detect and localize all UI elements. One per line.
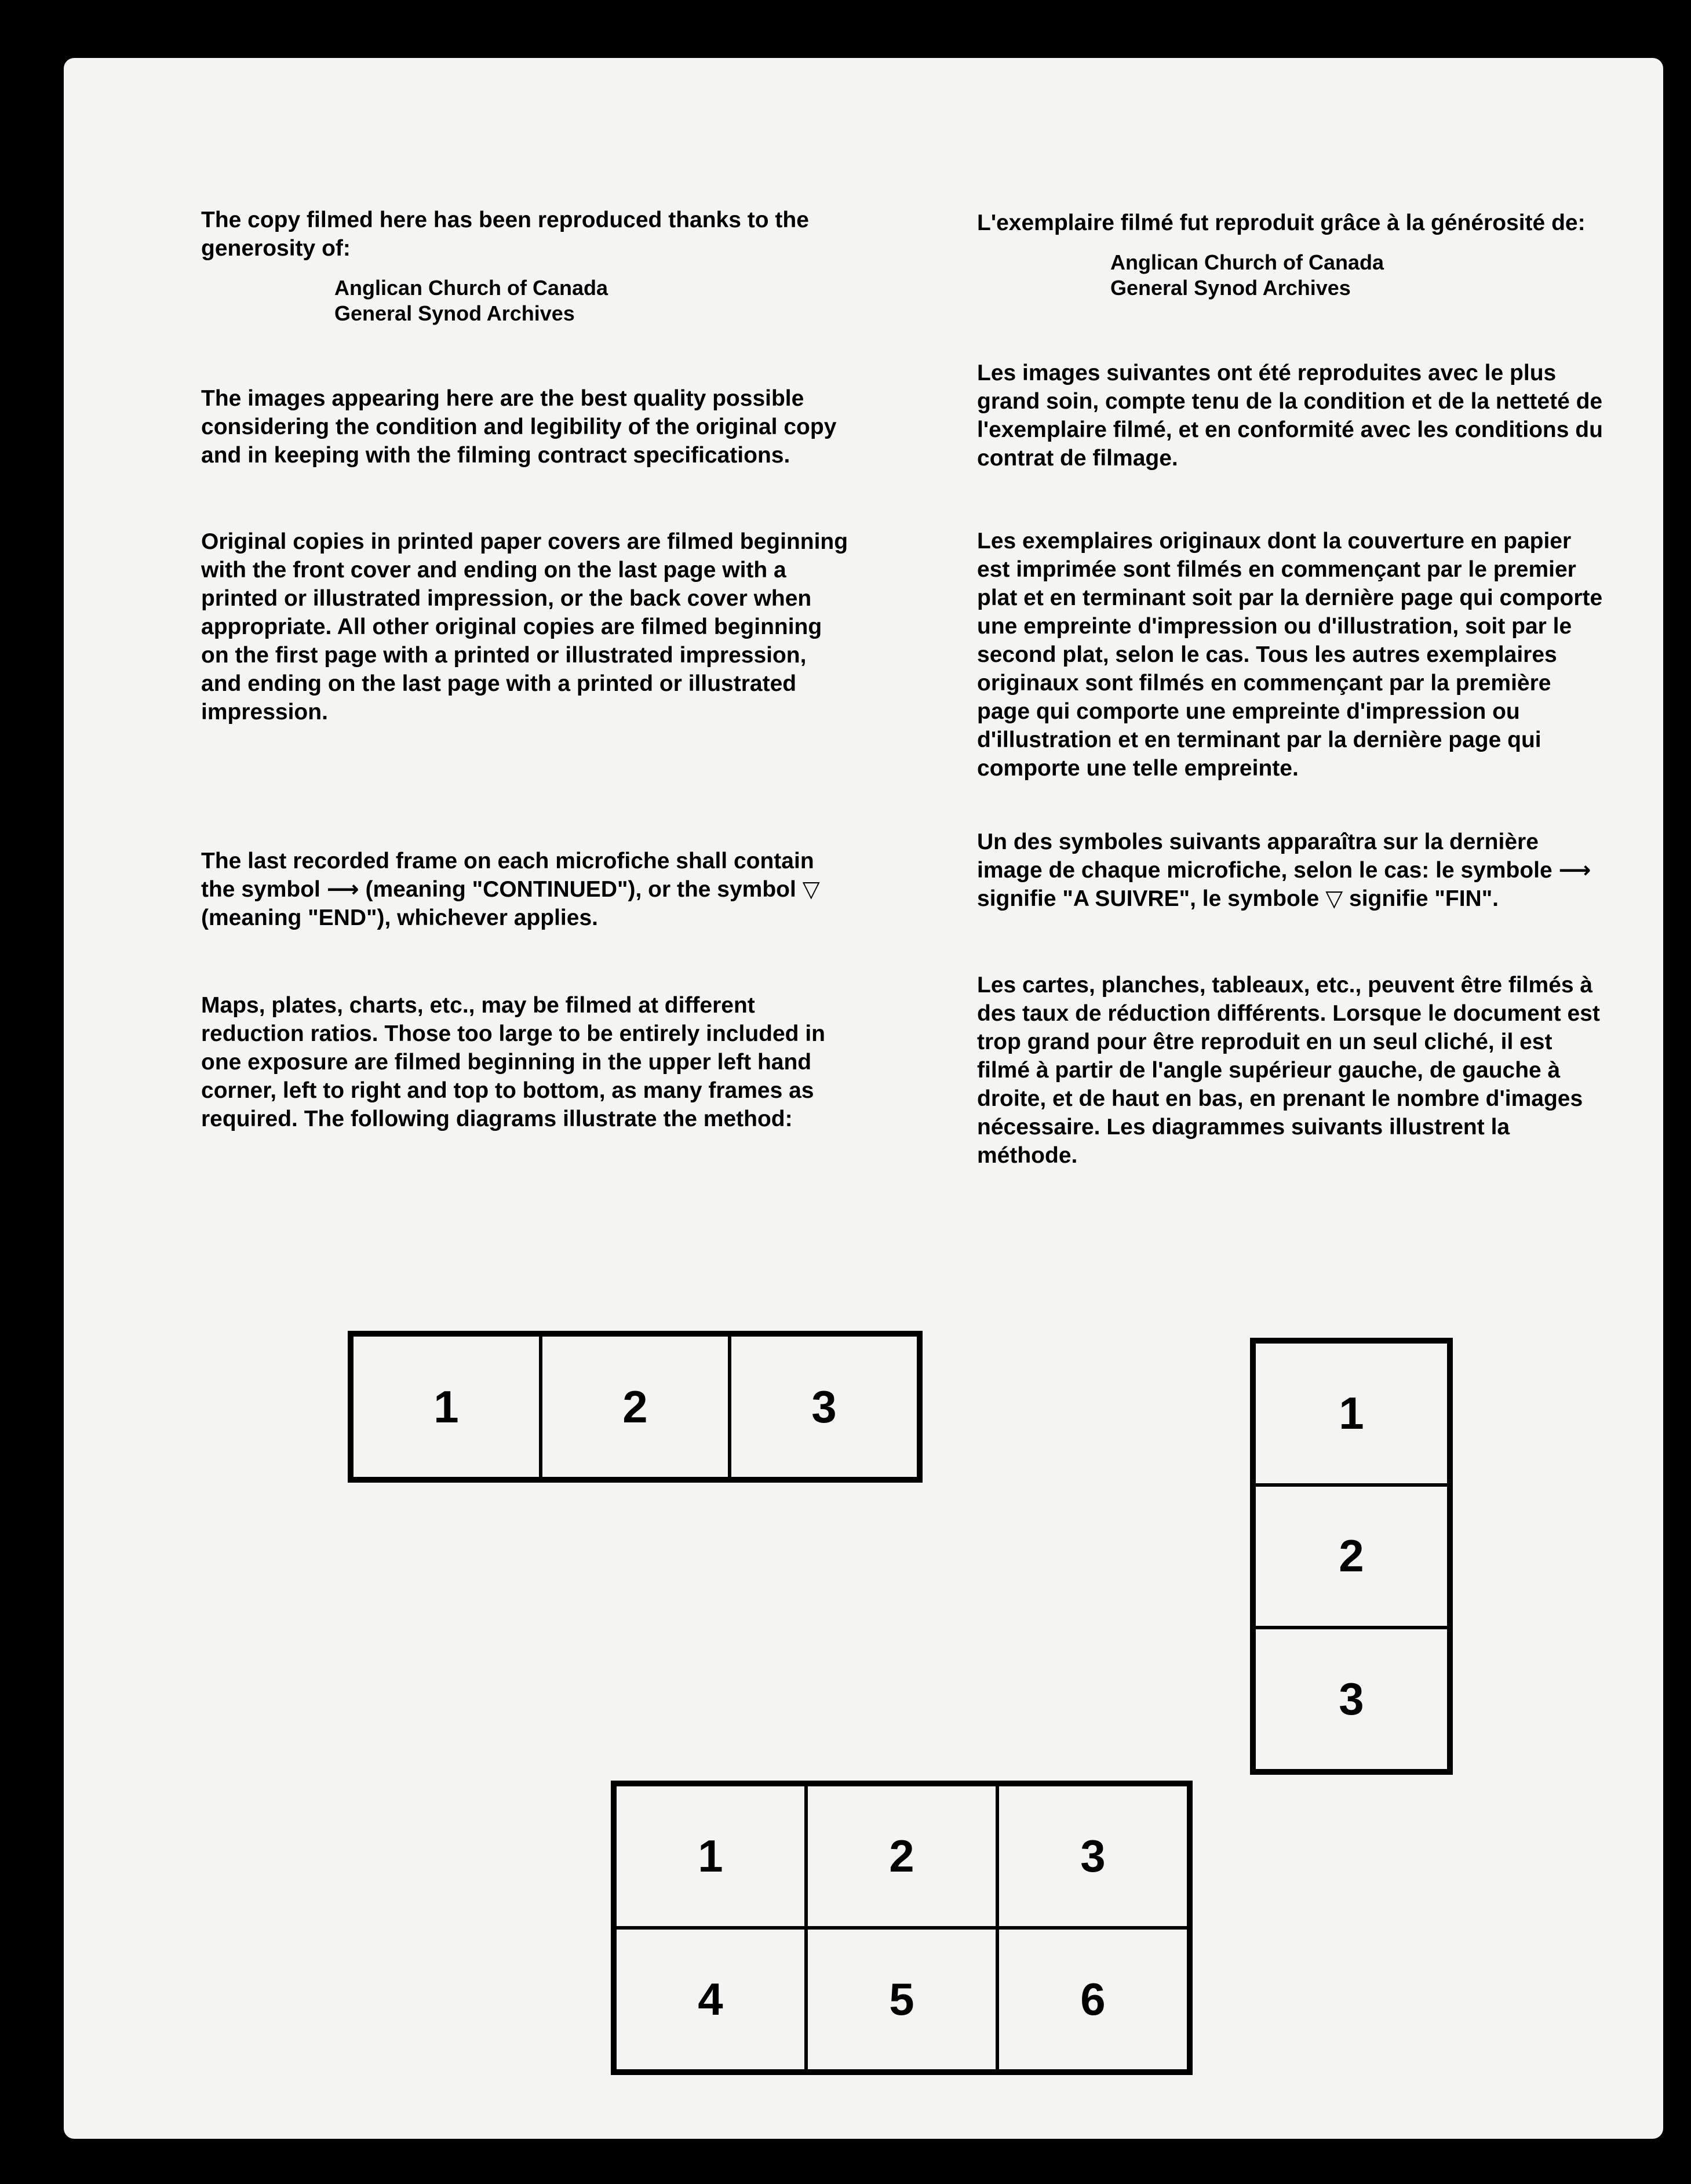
en-original-copies-paragraph: Original copies in printed paper covers are filmed beginning with the front cover and ending on the last page with a printed or illustrated impression, or the back cover when appropriate. All other original copies are filmed beginning on the first page with a printed or illustrated impression, and ending on the last page with a printed or illustrated impression. (201, 529, 848, 725)
en-quality-paragraph: The images appearing here are the best quality possible considering the condition and legibility of the original copy and in keeping with the filming contract specifications. (201, 386, 837, 468)
en-symbols-paragraph (201, 847, 850, 932)
en-maps-paragraph: Maps, plates, charts, etc., may be filmed at different reduction ratios. Those too large to be entirely included in one exposure are filmed beginning in the upper left hand corner, left to right and top to bottom, as many frames as required. The following diagrams illustrate the method: (201, 993, 825, 1131)
en-symbols-text-a: The last recorded frame on each microfiche shall contain the symbol (201, 849, 814, 902)
english-column (201, 206, 850, 1133)
diagram-cell: 3 (730, 1335, 919, 1479)
end-triangle-icon: ▽ (802, 876, 820, 902)
fr-library-line-1: Anglican Church of Canada (1110, 250, 1384, 274)
diagram-cell: 4 (615, 1928, 806, 2071)
fr-symbols-text-a: Un des symboles suivants apparaîtra sur la dernière image de chaque microfiche, selon le cas: le symbole (977, 829, 1559, 883)
fr-symbols-text-b: signifie "A SUIVRE", le symbole (977, 886, 1326, 911)
fr-symbols-paragraph (977, 828, 1609, 913)
fr-library-name (977, 250, 1609, 301)
fr-thanks-paragraph: L'exemplaire filmé fut reproduit grâce à la générosité de: (977, 210, 1586, 235)
diagram-cell: 1 (615, 1785, 806, 1928)
diagram-grid-of-six (611, 1781, 1193, 2075)
diagram-cell: 3 (997, 1785, 1189, 1928)
french-column (977, 209, 1609, 1170)
diagram-cell: 5 (806, 1928, 997, 2071)
fr-symbols-text-c: signifie "FIN". (1343, 886, 1499, 911)
en-symbols-text-b: (meaning "CONTINUED"), or the symbol (359, 877, 803, 902)
diagram-cell: 2 (1254, 1485, 1449, 1628)
diagram-column-of-three (1250, 1338, 1453, 1775)
en-symbols-text-c: (meaning "END"), whichever applies. (201, 905, 598, 930)
fr-maps-paragraph: Les cartes, planches, tableaux, etc., peuvent être filmés à des taux de réduction différents. Lorsque le document est trop grand pour être reproduit en un seul cliché, il est filmé à partir de l'angle supérieur gauche, de gauche à droite, et de haut en bas, en prenant le nombre d'images nécessaire. Les diagrammes suivants illustrent la méthode. (977, 973, 1600, 1168)
diagram-cell: 2 (806, 1785, 997, 1928)
diagram-row-of-three (348, 1331, 923, 1483)
en-library-line-1: Anglican Church of Canada (334, 276, 608, 300)
en-thanks-paragraph: The copy filmed here has been reproduced thanks to the generosity of: (201, 208, 809, 261)
diagram-cell: 6 (997, 1928, 1189, 2071)
end-triangle-icon: ▽ (1325, 886, 1343, 912)
en-library-line-2: General Synod Archives (334, 301, 575, 325)
en-library-name (201, 275, 850, 326)
fr-library-line-2: General Synod Archives (1110, 276, 1351, 300)
fr-quality-paragraph: Les images suivantes ont été reproduites avec le plus grand soin, compte tenu de la condition et de la netteté de l'exemplaire filmé, et en conformité avec les conditions du contrat de filmage. (977, 361, 1603, 471)
continued-arrow-icon: ⟶ (326, 876, 359, 902)
fr-original-copies-paragraph: Les exemplaires originaux dont la couverture en papier est imprimée sont filmés en commençant par le premier plat et en terminant soit par la dernière page qui comporte une empreinte d'impression ou d'illustration, soit par le second plat, selon le cas. Tous les autres exemplaires originaux sont filmés en commençant par la première page qui comporte une empreinte d'impression ou d'illustration et en terminant par la dernière page qui comporte une telle empreinte. (977, 529, 1603, 781)
diagram-cell: 2 (541, 1335, 730, 1479)
diagram-cell: 1 (352, 1335, 541, 1479)
diagram-cell: 1 (1254, 1342, 1449, 1485)
continued-arrow-icon: ⟶ (1558, 857, 1591, 883)
diagram-cell: 3 (1254, 1628, 1449, 1771)
